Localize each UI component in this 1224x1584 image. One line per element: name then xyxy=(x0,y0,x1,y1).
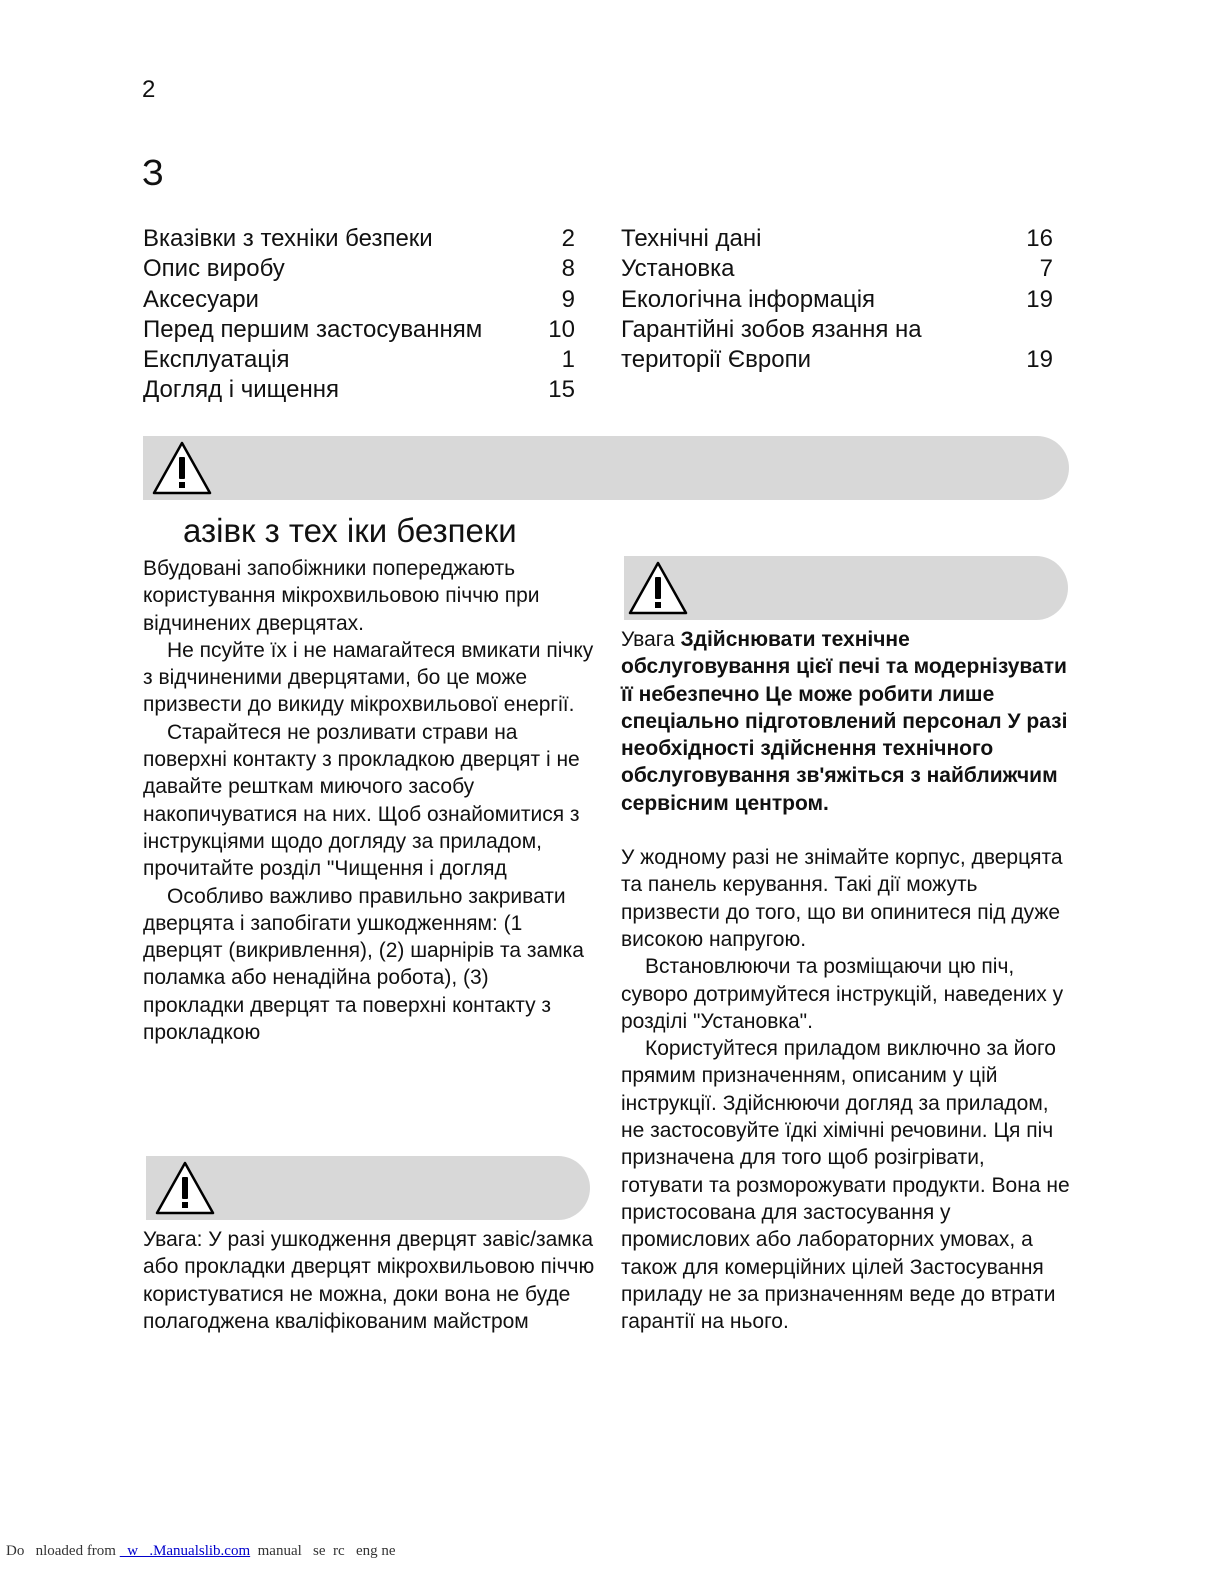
toc-entry-title: Аксесуари xyxy=(143,285,259,313)
toc-entry-title: Установка xyxy=(621,255,735,283)
toc-entry-page: 7 xyxy=(1039,255,1053,283)
toc-entry-title: території Європи xyxy=(621,346,812,374)
toc-entry[interactable] xyxy=(143,285,575,315)
toc-entry[interactable] xyxy=(143,315,575,345)
toc-entry-title: Перед першим застосуванням xyxy=(143,315,483,343)
toc-entry-page: 8 xyxy=(561,255,575,283)
toc-entry-page: 15 xyxy=(548,376,575,404)
toc-entry-title: Експлуатація xyxy=(143,346,290,374)
toc-entry[interactable] xyxy=(143,345,575,375)
toc-entry-page: 19 xyxy=(1026,285,1053,313)
left-column xyxy=(143,555,595,1046)
warning-triangle-icon xyxy=(154,1160,216,1216)
paragraph: Користуйтеся приладом виключно за його прямим призначенням, описаним у цій інструкції. Здійснюючи догляд за приладом, не застосовуйте їдкі хімічні речовини. Ця піч призначена для того щоб розігрівати, готувати та розморожувати продукти. Вона не пристосована для застосування у промислових або лабораторних умовах, а також для комерційних цілей Застосування приладу не за призначенням веде до втрати гарантії на нього. xyxy=(621,1037,1070,1334)
paragraph: Не псуйте їх і не намагайтеся вмикати пічку з відчиненими дверцятами, бо це може призвести до викиду мікрохвильової енергії. xyxy=(143,638,594,717)
toc-entry-title: Вказівки з техніки безпеки xyxy=(143,225,433,252)
paragraph: Встановлюючи та розміщаючи цю піч, суворо дотримуйтеся інструкцій, наведених у розділі "Установка". xyxy=(621,955,1064,1033)
toc-entry[interactable] xyxy=(621,315,1053,345)
toc-entry-title: Екологічна інформація xyxy=(621,285,876,313)
paragraph: Особливо важливо правильно закривати дверцята і запобігати ушкодженням: (1 дверцят (викривлення), (2) шарнірів та замка поламка або ненадійна робота), (3) прокладки дверцят та поверхні контакту з прокладкою xyxy=(143,884,584,1045)
section-title: З xyxy=(142,152,164,193)
warning-label: Увага xyxy=(621,628,681,651)
toc-entry-page: 9 xyxy=(561,285,575,313)
page-number: 2 xyxy=(142,76,156,103)
warning-note xyxy=(143,1226,595,1335)
paragraph: У жодному разі не знімайте корпус, дверцята та панель керування. Такі дії можуть призвести до того, що ви опинитеся під дуже високою напругою. xyxy=(621,846,1063,951)
toc-right-column xyxy=(621,224,1053,375)
toc-entry-title: Опис виробу xyxy=(143,255,285,283)
toc-entry[interactable] xyxy=(143,254,575,284)
warning-triangle-icon xyxy=(627,560,689,616)
toc-entry-page: 10 xyxy=(548,315,575,343)
toc-entry[interactable] xyxy=(143,224,575,254)
section-heading: азівк з тех іки безпеки xyxy=(183,512,517,549)
warning-text: Увага: У разі ушкодження дверцят завіс/замка або прокладки дверцят мікрохвильовою піччю користуватися не можна, доки вона не буде полагоджена кваліфікованим майстром xyxy=(143,1228,595,1333)
warning-bar xyxy=(143,436,1069,500)
warning-bold-text: Здійснювати технічне обслуговування цієї печі та модернізувати її небезпечно Це може робити лише спеціально підготовлений персонал У разі необхідності здійснення технічного обслуговування зв'яжіться з найближчим сервісним центром. xyxy=(621,628,1068,815)
manualslib-link[interactable]: w .Manualslib.com xyxy=(119,1543,251,1559)
paragraph: Старайтеся не розливати страви на поверхні контакту з прокладкою дверцят і не давайте решткам миючого засобу накопичуватися на них. Щоб ознайомитися з інструкціями щодо догляду за приладом, прочитайте розділ "Чищення і догляд xyxy=(143,720,580,881)
toc-entry[interactable] xyxy=(621,285,1053,315)
toc-entry-title: Гарантійні зобов язання на xyxy=(621,315,922,343)
toc-left-column xyxy=(143,224,575,406)
toc-entry-page: 1 xyxy=(561,346,575,374)
toc-entry[interactable] xyxy=(621,224,1053,254)
toc-entry-page: 16 xyxy=(1026,225,1053,252)
toc-entry-page: 2 xyxy=(561,225,575,252)
warning-paragraph xyxy=(621,626,1071,817)
right-column xyxy=(621,626,1071,1335)
footer-prefix: Do nloaded from xyxy=(6,1543,120,1559)
footer-suffix: manual se rc eng ne xyxy=(250,1543,396,1559)
toc-entry-page: 19 xyxy=(1026,346,1053,374)
toc-entry[interactable] xyxy=(143,375,575,405)
warning-bar xyxy=(146,1156,590,1220)
toc-entry[interactable] xyxy=(621,254,1053,284)
warning-bar xyxy=(624,556,1068,620)
toc-entry-title: Догляд і чищення xyxy=(143,376,340,404)
download-footer xyxy=(6,1543,396,1560)
warning-triangle-icon xyxy=(151,440,213,496)
toc-entry[interactable] xyxy=(621,345,1053,375)
paragraph: Вбудовані запобіжники попереджають користування мікрохвильовою піччю при відчинених дверцятах. xyxy=(143,557,540,635)
toc-entry-title: Технічні дані xyxy=(621,225,762,252)
